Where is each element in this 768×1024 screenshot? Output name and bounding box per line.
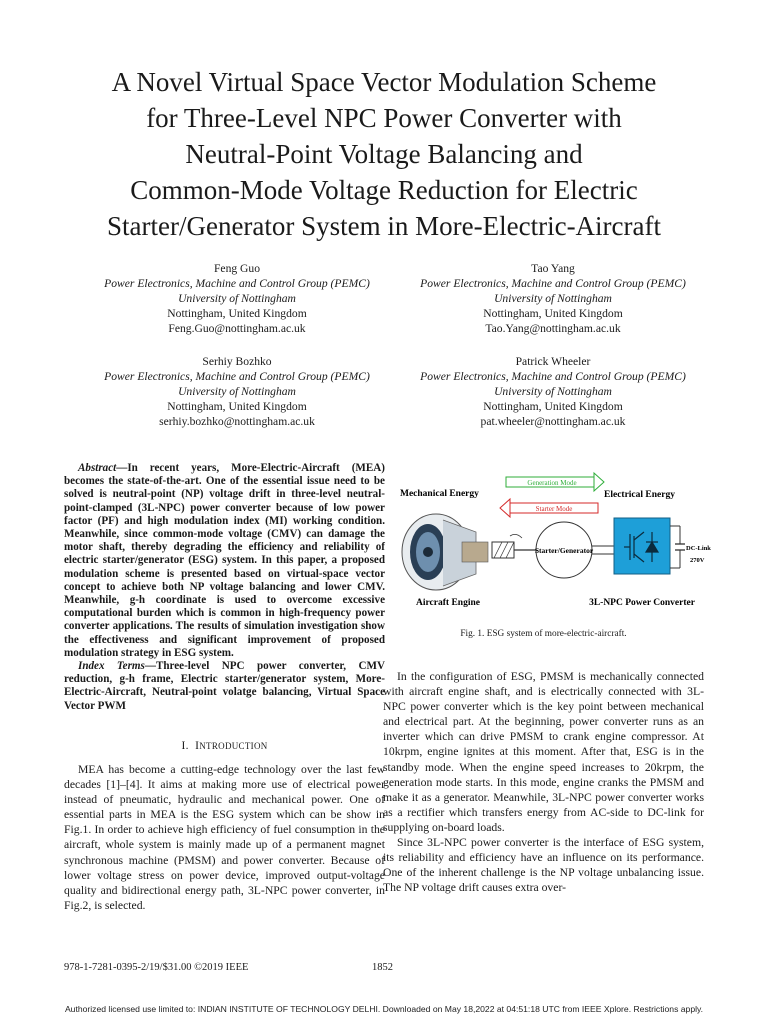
author-location: Nottingham, United Kingdom <box>483 307 623 320</box>
author-block <box>393 354 713 429</box>
intro-paragraph: MEA has become a cutting-edge technology over the last few decades [1]–[4]. It aims at making more use of electrical power instead of pneumatic, hydraulic and mechanical power. One of essential parts in MEA is the ESG system which can be show in Fig.1. In order to achieve high efficiency of fuel consumption in the aircraft, whole system is mainly made up of a permanent magnet synchronous machine (PMSM) and power converter. Because of lower voltage stress on power device, improved output-voltage quality and bidirectional energy path, 3L-NPC power converter, in Fig.2, is selected. <box>64 762 385 912</box>
title-line: Neutral-Point Voltage Balancing and <box>185 139 583 169</box>
figure-esg-system <box>398 470 711 620</box>
author-name: Feng Guo <box>213 262 261 275</box>
figure-caption: Fig. 1. ESG system of more-electric-aircraft. <box>460 629 627 639</box>
author-location: Nottingham, United Kingdom <box>167 400 307 413</box>
author-affiliation: Power Electronics, Machine and Control Group (PEMC) <box>420 370 686 383</box>
author-university: University of Nottingham <box>494 292 612 305</box>
author-university: University of Nottingham <box>178 385 296 398</box>
author-affiliation: Power Electronics, Machine and Control Group (PEMC) <box>420 277 686 290</box>
engine-shaft <box>492 534 538 558</box>
title-line: Starter/Generator System in More-Electric-Aircraft <box>106 211 661 241</box>
right-column <box>383 669 704 895</box>
starter-generator-label: Starter/Generator <box>534 546 594 555</box>
title-line: A Novel Virtual Space Vector Modulation Scheme <box>111 67 657 97</box>
author-name: Patrick Wheeler <box>515 355 591 368</box>
author-university: University of Nottingham <box>494 385 612 398</box>
author-location: Nottingham, United Kingdom <box>167 307 307 320</box>
mechanical-energy-label: Mechanical Energy <box>400 489 479 499</box>
author-name: Serhiy Bozhko <box>202 355 272 368</box>
starter-arrow-head <box>500 499 510 517</box>
author-affiliation: Power Electronics, Machine and Control Group (PEMC) <box>104 370 370 383</box>
author-name: Tao Yang <box>531 262 575 275</box>
paper-title <box>40 64 728 244</box>
esg-diagram <box>398 470 711 620</box>
index-terms <box>64 660 385 713</box>
body-paragraph: Since 3L-NPC power converter is the interface of ESG system, its reliability and efficiency have an influence on its performance. One of the inherent challenge is the NP voltage unbalancing issue. The NP voltage drift causes extra over- <box>383 836 704 895</box>
abstract-text: —In recent years, More-Electric-Aircraft (MEA) becomes the state-of-the-art. One of the essential issue need to be solved is neutral-point (NP) voltage drift in three-level neutral-point-clamped (3L-NPC) power converter because of low power factor (PF) and high modulation index (MI) working condition. Meanwhile, since common-mode voltage (CMV) can damage the motor shaft, thereby degrading the efficiency and reliability of electric starter/generator (ESG) system. In this paper, a proposed modulation scheme is presented based on virtual-space vector concept to achieve both NP voltage balancing and lower CMV. Meanwhile, g-h coordinate is used to overcome excessive computational burden which is common in high-frequency power converter applications. The results of simulation investigation show the effectiveness and significant improvement of proposed modulation strategy in ESG system. <box>64 462 385 659</box>
generation-arrow-head <box>594 473 604 491</box>
index-terms-text: —Three-level NPC power converter, CMV reduction, g-h frame, Electric starter/generator system, More-Electric-Aircraft, Neutral-point volatge balancing, Virtual Space Vector PWM <box>64 660 385 712</box>
author-block <box>77 261 397 336</box>
abstract <box>64 462 385 660</box>
author-location: Nottingham, United Kingdom <box>483 400 623 413</box>
converter-label: 3L-NPC Power Converter <box>589 598 695 608</box>
generation-mode-label: Generation Mode <box>527 479 577 487</box>
author-email[interactable]: serhiy.bozhko@nottingham.ac.uk <box>159 415 315 428</box>
author-affiliation: Power Electronics, Machine and Control Group (PEMC) <box>104 277 370 290</box>
author-email[interactable]: Feng.Guo@nottingham.ac.uk <box>168 322 306 335</box>
aircraft-engine-icon <box>402 514 488 590</box>
section-heading <box>64 739 385 754</box>
electrical-energy-label: Electrical Energy <box>604 490 675 500</box>
abstract-label: Abstract <box>78 462 117 474</box>
section-title-initial: I <box>195 739 200 752</box>
footer-isbn: 978-1-7281-0395-2/19/$31.00 ©2019 IEEE <box>64 962 249 973</box>
author-university: University of Nottingham <box>178 292 296 305</box>
dc-voltage-label: 270V <box>690 557 705 564</box>
author-email[interactable]: Tao.Yang@nottingham.ac.uk <box>485 322 621 335</box>
title-line: Common-Mode Voltage Reduction for Electric <box>130 175 638 205</box>
body-paragraph: In the configuration of ESG, PMSM is mechanically connected with aircraft engine shaft, and is electrically connected with 3L-NPC power converter which is the key point between mechanical and electrical part. At the beginning, power converter runs as an inverter which can drive PMSM to crank engine compressor. At 10krpm, engine ignites at this moment. After that, ESG is in the standby mode. When the engine speed increases to 20krpm, the generation mode starts. In this mode, engine cranks the PMSM and make it as a generator. Meanwhile, 3L-NPC power converter works as a rectifier which transfers energy from AC-side to DC-link for supplying on-board loads. <box>383 670 704 834</box>
aircraft-engine-label: Aircraft Engine <box>416 598 480 608</box>
author-email[interactable]: pat.wheeler@nottingham.ac.uk <box>480 415 626 428</box>
section-number: I. <box>181 739 189 752</box>
author-block <box>393 261 713 336</box>
converter-box <box>614 518 670 574</box>
section-title-rest: NTRODUCTION <box>199 740 268 751</box>
author-block <box>77 354 397 429</box>
index-terms-label: Index Terms <box>78 660 145 673</box>
license-notice: Authorized licensed use limited to: INDIAN INSTITUTE OF TECHNOLOGY DELHI. Downloaded on May 18,2022 at 04:51:18 UTC from IEEE Xplore. Restrictions apply. <box>64 1004 704 1014</box>
page-number: 1852 <box>372 962 393 973</box>
title-line: for Three-Level NPC Power Converter with <box>146 103 622 133</box>
left-column <box>64 462 385 913</box>
dc-link-label: DC-Link <box>686 545 711 552</box>
starter-mode-label: Starter Mode <box>535 505 573 513</box>
